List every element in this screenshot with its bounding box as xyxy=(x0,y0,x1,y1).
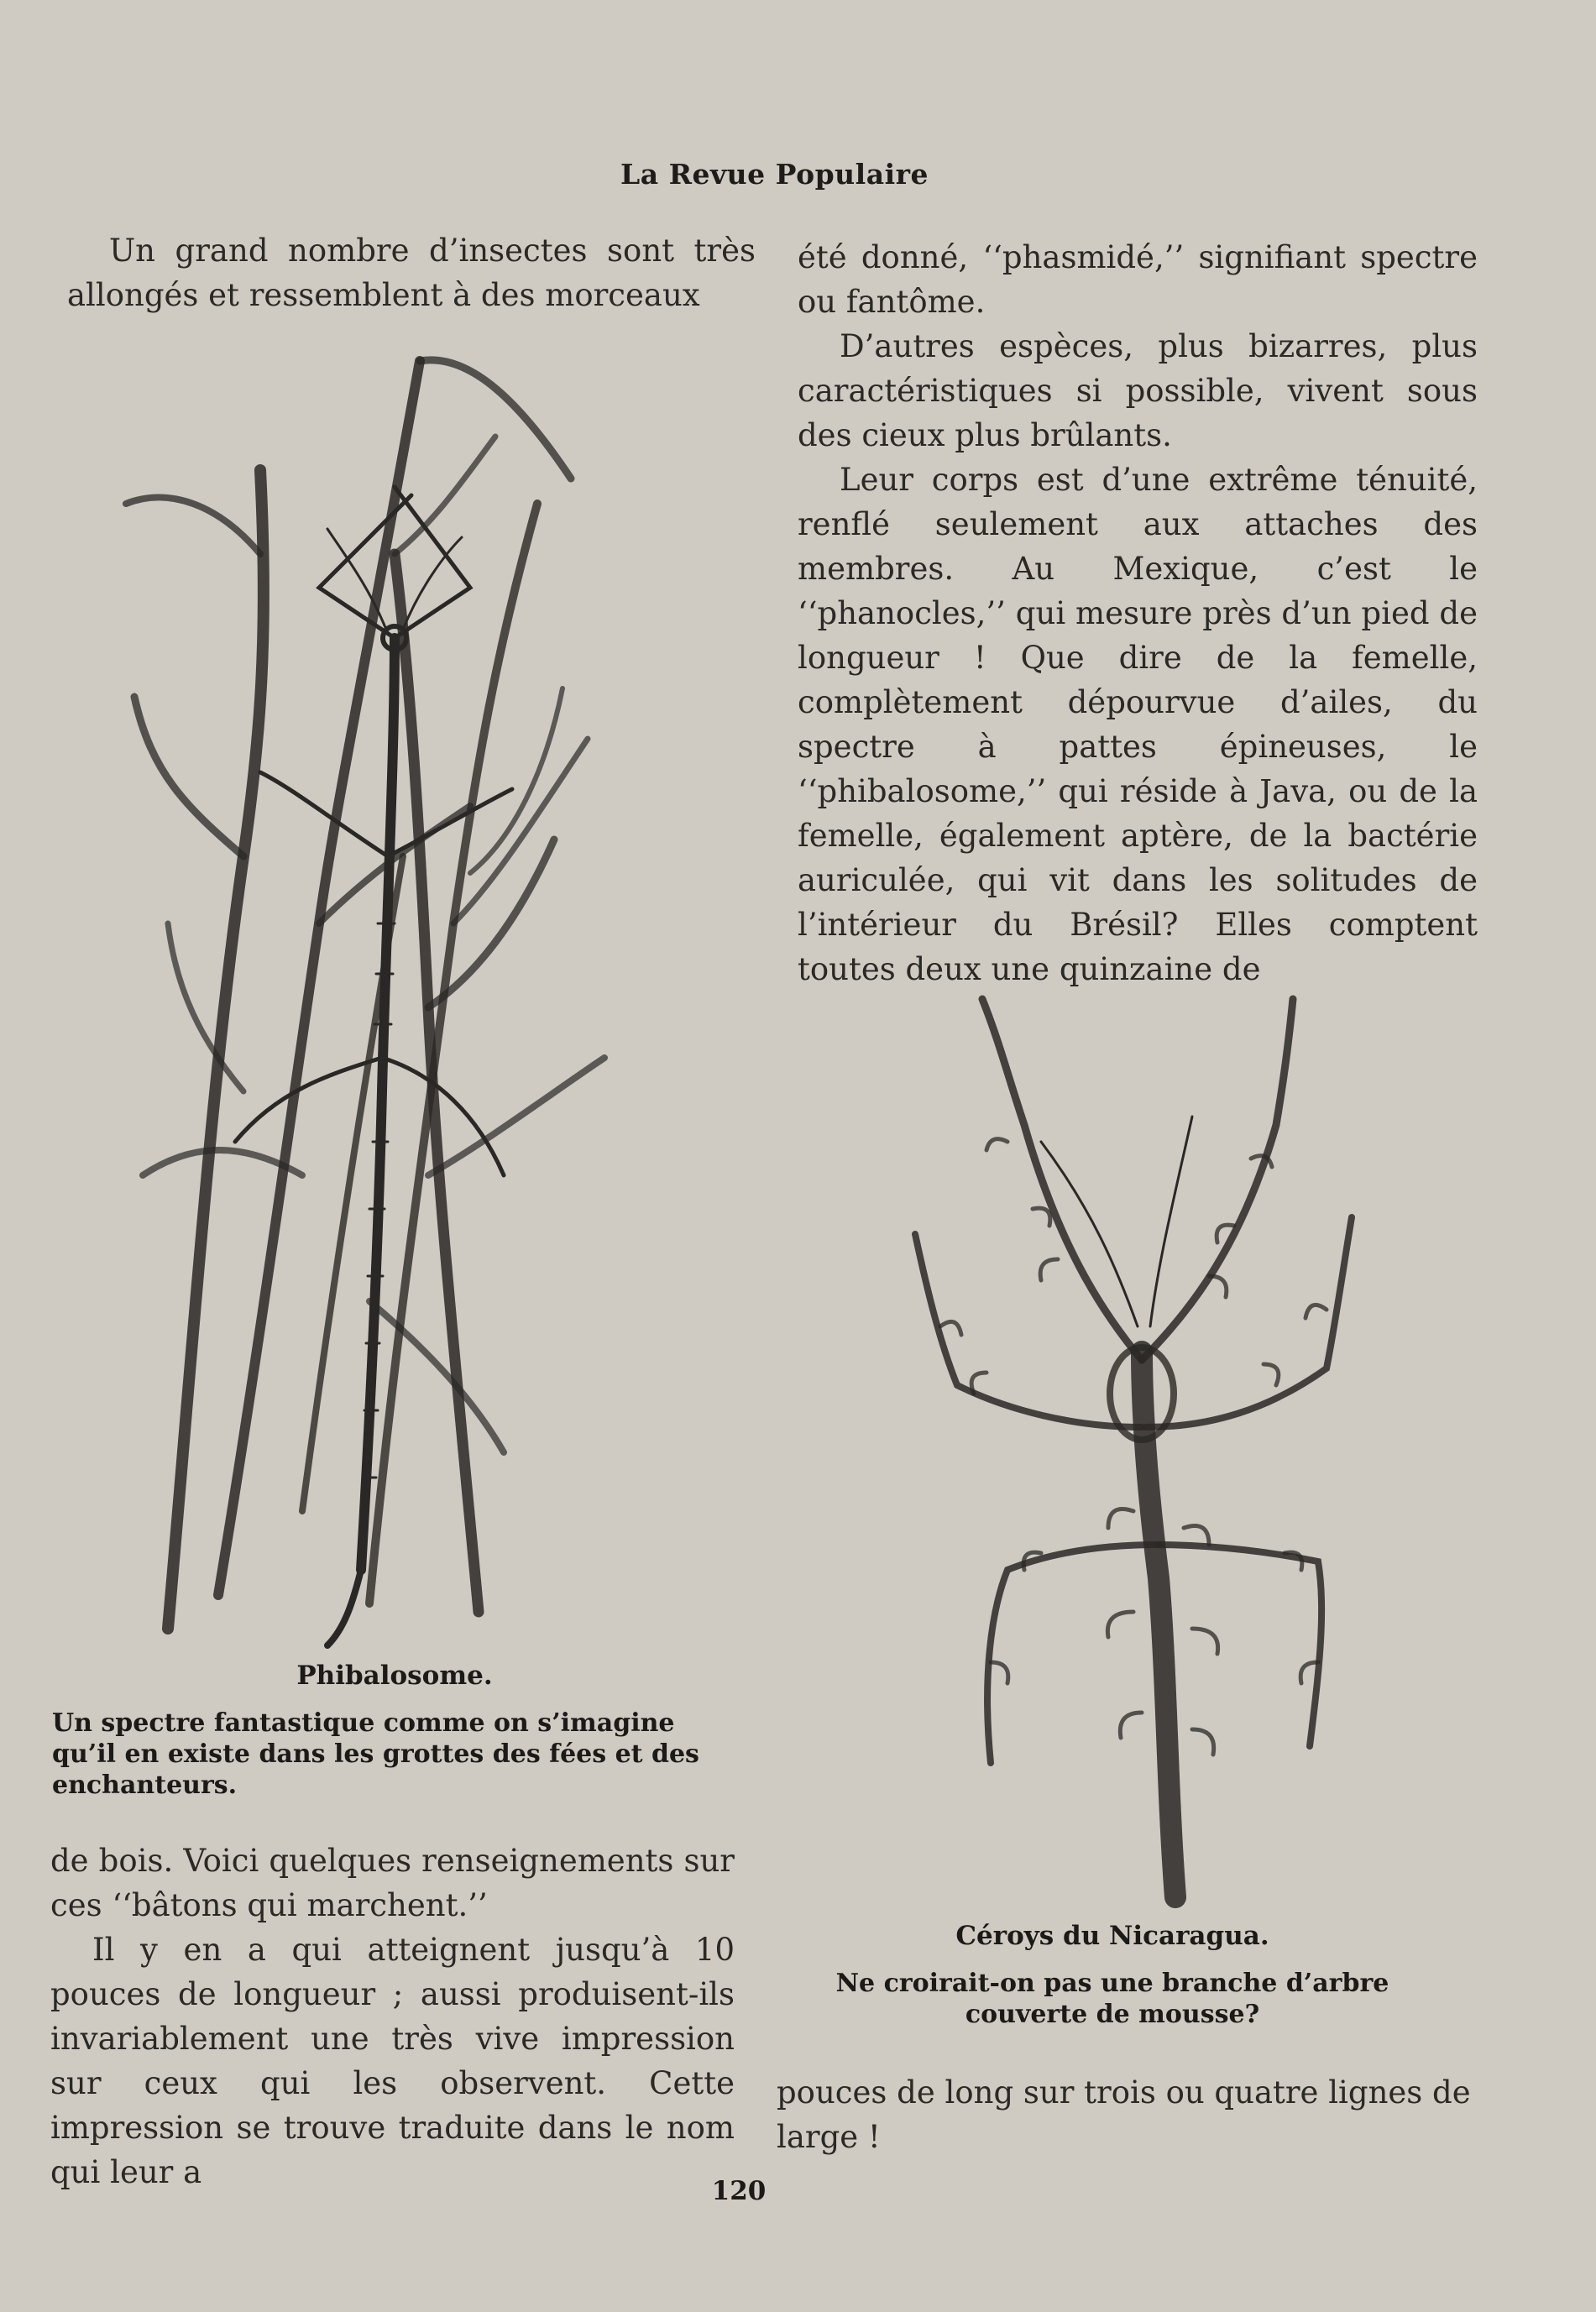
paragraph: de bois. Voici quelques renseignements sur ces ‘‘bâtons qui marchent.’’ xyxy=(50,1843,735,1923)
right-column-top xyxy=(798,235,1478,991)
left-column-bottom xyxy=(50,1839,735,2194)
right-column-bottom xyxy=(777,2070,1473,2159)
paragraph: pouces de long sur trois ou quatre lignes de large ! xyxy=(777,2074,1471,2155)
ceroys-illustration xyxy=(890,991,1377,1914)
left-column-top xyxy=(67,228,756,317)
paragraph: D’autres espèces, plus bizarres, plus caractéristiques si possible, vivent sous des cieux plus brûlants. xyxy=(798,328,1478,453)
figure-left-caption-text: Un spectre fantastique comme on s’imagine qu’il en existe dans les grottes des fées et des enchanteurs. xyxy=(52,1708,699,1800)
paragraph: été donné, ‘‘phasmidé,’’ signifiant spectre ou fantôme. xyxy=(798,239,1478,320)
paragraph: Un grand nombre d’insectes sont très allongés et ressemblent à des morceaux xyxy=(67,233,756,313)
page-number: 120 xyxy=(711,2176,767,2206)
figure-left-caption-title: Phibalosome. xyxy=(296,1661,493,1691)
figure-right-caption-text: Ne croirait-on pas une branche d’arbre couverte de mousse? xyxy=(835,1969,1389,2029)
paragraph: Leur corps est d’une extrême ténuité, renflé seulement aux attaches des membres. Au Mexique, c’est le ‘‘phanocles,’’ qui mesure près d’un pied de longueur ! Que dire de la femelle, complètement dépourvue d’ailes, du spectre à pattes épineuses, le ‘‘phibalosome,’’ qui réside à Java, ou de la femelle, également aptère, de la bactérie auriculée, qui vit dans les solitudes de l’intérieur du Brésil? Elles comptent toutes deux une quinzaine de xyxy=(798,462,1478,987)
figure-right-caption-title: Céroys du Nicaragua. xyxy=(955,1921,1269,1951)
running-title: La Revue Populaire xyxy=(620,158,929,191)
phibalosome-illustration xyxy=(118,336,688,1654)
paragraph: Il y en a qui atteignent jusqu’à 10 pouces de longueur ; aussi produisent-ils invariablement une très vive impression sur ceux qui les observent. Cette impression se trouve traduite dans le nom qui leur a xyxy=(50,1932,735,2190)
